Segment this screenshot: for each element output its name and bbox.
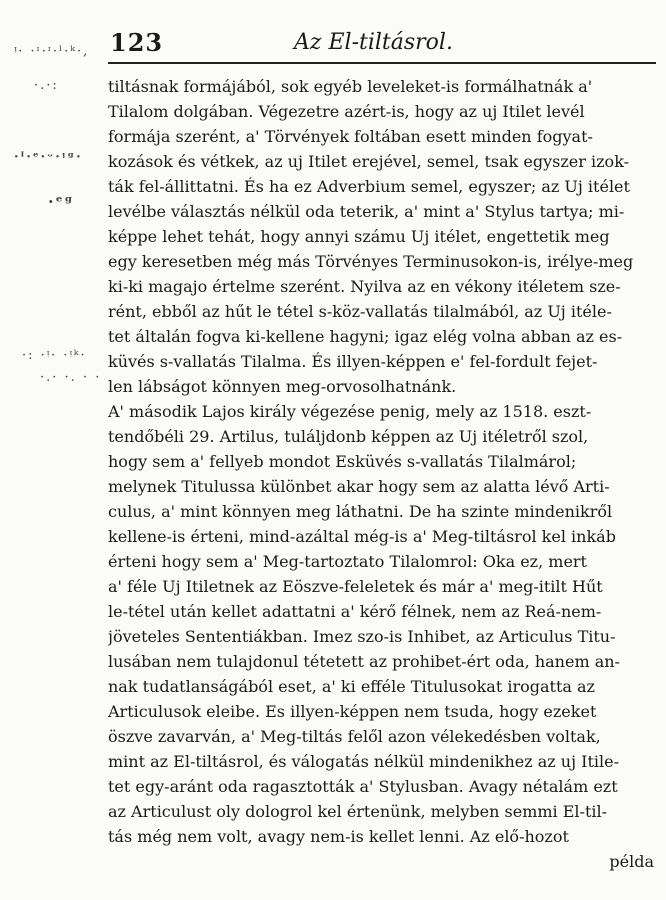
text-line: len lábságot könnyen meg-orvosolhatnánk.: [108, 377, 457, 396]
text-line: mint az El-tiltásrol, és válogatás nélkül mindenikhez az uj Itile-: [108, 752, 619, 771]
text-line: küvés s-vallatás Tilalma. És illyen-képpen e' fel-fordult fejet-: [108, 352, 598, 371]
text-line: képpe lehet tehát, hogy annyi számu Uj itélet, engettetik meg: [108, 227, 610, 246]
page-header: [108, 28, 648, 60]
text-line: tendőbéli 29. Artilus, tuláljdonb képpen az Uj itéletről szol,: [108, 427, 589, 446]
text-line: jöveteles Sententiákban. Imez szo-is Inhibet, az Articulus Titu-: [108, 627, 616, 646]
text-line: culus, a' mint könnyen meg láthatni. De ha szinte mindenikről: [108, 502, 613, 521]
text-line: melynek Titulussa különbet akar hogy sem az alatta lévő Arti-: [108, 477, 610, 496]
margin-note: ·.·:: [34, 78, 59, 93]
text-line: egy keresetben még más Törvényes Terminusokon-is, irélye-meg: [108, 252, 634, 271]
page-number: 123: [110, 28, 164, 57]
margin-note: ·ᴵ·ᵉ·ᵕ·ᵎᵍ·: [14, 150, 83, 165]
text-line: hogy sem a' fellyeb mondot Esküvés s-vallatás Tilalmárol;: [108, 452, 577, 471]
text-line: kozások és vétkek, az uj Itilet erejével, semel, tsak egyszer izok-: [108, 152, 630, 171]
text-line: érteni hogy sem a' Meg-tartoztato Tilalomrol: Oka ez, mert: [108, 552, 587, 571]
header-rule: [108, 62, 656, 64]
margin-note: ᵎ· ·ᶦ·ᶦ·ˡ·ᵏ·,: [14, 44, 90, 59]
margin-note: ·: ·ᵎ· ·ᵎᵏ·: [22, 348, 87, 363]
text-line: kellene-is érteni, mind-azáltal még-is a' Meg-tiltásrol kel inkáb: [108, 527, 616, 546]
text-line: A' második Lajos király végezése penig, mely az 1518. eszt-: [108, 402, 592, 421]
running-head: Az El-tiltásrol.: [294, 30, 453, 55]
text-line: levélbe választás nélkül oda teterik, a' mint a' Stylus tartya; mi-: [108, 202, 625, 221]
text-line: lusában nem tulajdonul tétetett az prohibet-ért oda, hanem an-: [108, 652, 620, 671]
text-line: formája szerént, a' Törvények foltában esett minden fogyat-: [108, 127, 593, 146]
text-line: tiltásnak formájából, sok egyéb leveleket-is formálhatnák a': [108, 77, 593, 96]
margin-note: ·.· ·. · ·: [40, 370, 102, 385]
text-line: öszve zavarván, a' Meg-tiltás felől azon vélekedésben voltak,: [108, 727, 601, 746]
text-line: Tilalom dolgában. Végezetre azért-is, hogy az uj Itilet levél: [108, 102, 585, 121]
text-line: ták fel-állittatni. És ha ez Adverbium semel, egyszer; az Uj itélet: [108, 177, 630, 196]
text-line: tet általán fogva ki-kellene hagyni; igaz elég volna abban az es-: [108, 327, 623, 346]
text-line: rént, ebből az hűt le tétel s-köz-vallatás tilalmából, az Uj itéle-: [108, 302, 612, 321]
text-line: tás még nem volt, avagy nem-is kellet lenni. Az elő-hozot: [108, 827, 569, 846]
margin-note: ·ᵉᵍ: [48, 192, 75, 211]
body-text: [108, 74, 654, 874]
text-line: nak tudatlanságából eset, a' ki efféle Titulusokat irogatta az: [108, 677, 595, 696]
text-line: a' féle Uj Itiletnek az Eöszve-feleletek és már a' meg-itilt Hűt: [108, 577, 603, 596]
text-line: tet egy-aránt oda ragasztották a' Stylusban. Avagy nétalám ezt: [108, 777, 618, 796]
text-line: az Articulust oly dologrol kel értenünk, melyben semmi El-til-: [108, 802, 608, 821]
catchword: példa: [609, 852, 654, 871]
text-line: Articulusok eleibe. Es illyen-képpen nem tsuda, hogy ezeket: [108, 702, 597, 721]
text-line: ki-ki magajo értelme szerént. Nyilva az en vékony itéletem sze-: [108, 277, 621, 296]
text-line: le-tétel után kellet adattatni a' kérő félnek, nem az Reá-nem-: [108, 602, 602, 621]
